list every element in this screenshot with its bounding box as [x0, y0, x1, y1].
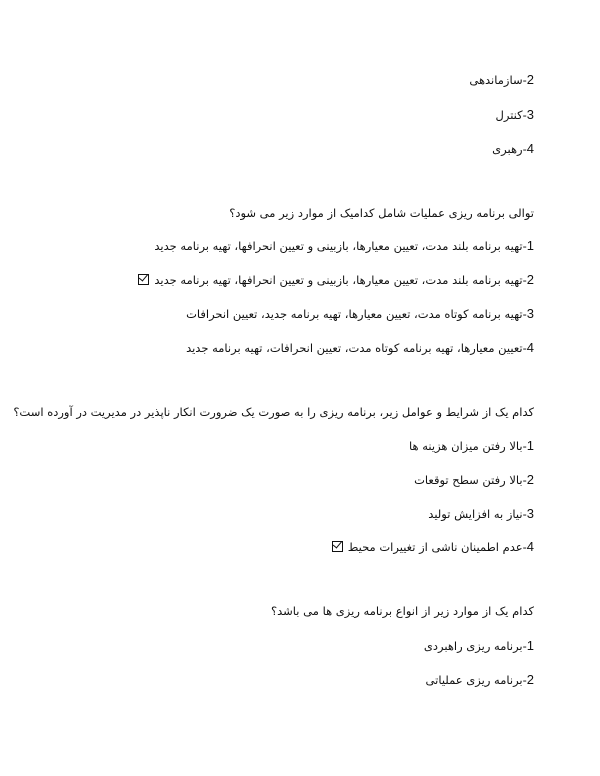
option-text: -تهیه برنامه کوتاه مدت، تعیین معیارها، تهیه برنامه جدید، تعیین انحرافات — [186, 307, 527, 321]
option-text: -تهیه برنامه بلند مدت، تعیین معیارها، بازبینی و تعیین انحرافها، تهیه برنامه جدید — [154, 273, 527, 287]
option-number: 4 — [526, 340, 534, 355]
option-text: -رهبری — [492, 142, 527, 156]
option-number: 2 — [526, 272, 534, 287]
option-number: 1 — [526, 438, 534, 453]
option-text: -تهیه برنامه بلند مدت، تعیین معیارها، بازبینی و تعیین انحرافها، تهیه برنامه جدید — [154, 239, 527, 253]
answer-option — [414, 471, 534, 489]
answer-option — [469, 71, 534, 89]
answer-option — [492, 140, 534, 158]
option-text: -نیاز به افزایش تولید — [428, 507, 527, 521]
answer-option-selected — [332, 538, 534, 556]
option-text: -بالا رفتن میزان هزینه ها — [409, 439, 527, 453]
answer-option-selected — [138, 271, 534, 289]
option-text: -برنامه ریزی عملیاتی — [425, 673, 527, 687]
option-number: 1 — [526, 638, 534, 653]
checkmark-icon — [332, 541, 343, 552]
option-text: -بالا رفتن سطح توقعات — [414, 473, 527, 487]
option-number: 2 — [526, 472, 534, 487]
option-number: 2 — [526, 72, 534, 87]
answer-option — [428, 505, 534, 523]
option-text: -عدم اطمینان ناشی از تغییرات محیط — [347, 540, 527, 554]
checkmark-icon — [138, 274, 149, 285]
option-number: 3 — [526, 107, 534, 122]
answer-option — [154, 237, 534, 255]
option-text: -کنترل — [495, 108, 527, 122]
option-number: 4 — [526, 539, 534, 554]
question-text: توالی برنامه ریزی عملیات شامل کدامیک از موارد زیر می شود؟ — [229, 206, 534, 220]
answer-option — [496, 106, 535, 124]
option-text: -برنامه ریزی راهبردی — [423, 639, 527, 653]
option-number: 3 — [526, 306, 534, 321]
answer-option — [424, 637, 534, 655]
option-text: -تعیین معیارها، تهیه برنامه کوتاه مدت، تعیین انحرافات، تهیه برنامه جدید — [186, 341, 527, 355]
answer-option — [426, 671, 534, 689]
option-number: 1 — [526, 238, 534, 253]
option-number: 2 — [526, 672, 534, 687]
question-text: کدام یک از شرایط و عوامل زیر، برنامه ریزی را به صورت یک ضرورت انکار ناپذیر در مدیریت در آورده است؟ — [13, 405, 534, 419]
option-number: 3 — [526, 506, 534, 521]
option-number: 4 — [526, 141, 534, 156]
answer-option — [409, 437, 534, 455]
option-text: -سازماندهی — [469, 73, 527, 87]
question-text: کدام یک از موارد زیر از انواع برنامه ریزی ها می باشد؟ — [271, 604, 534, 618]
answer-option — [186, 305, 534, 323]
answer-option — [186, 339, 534, 357]
